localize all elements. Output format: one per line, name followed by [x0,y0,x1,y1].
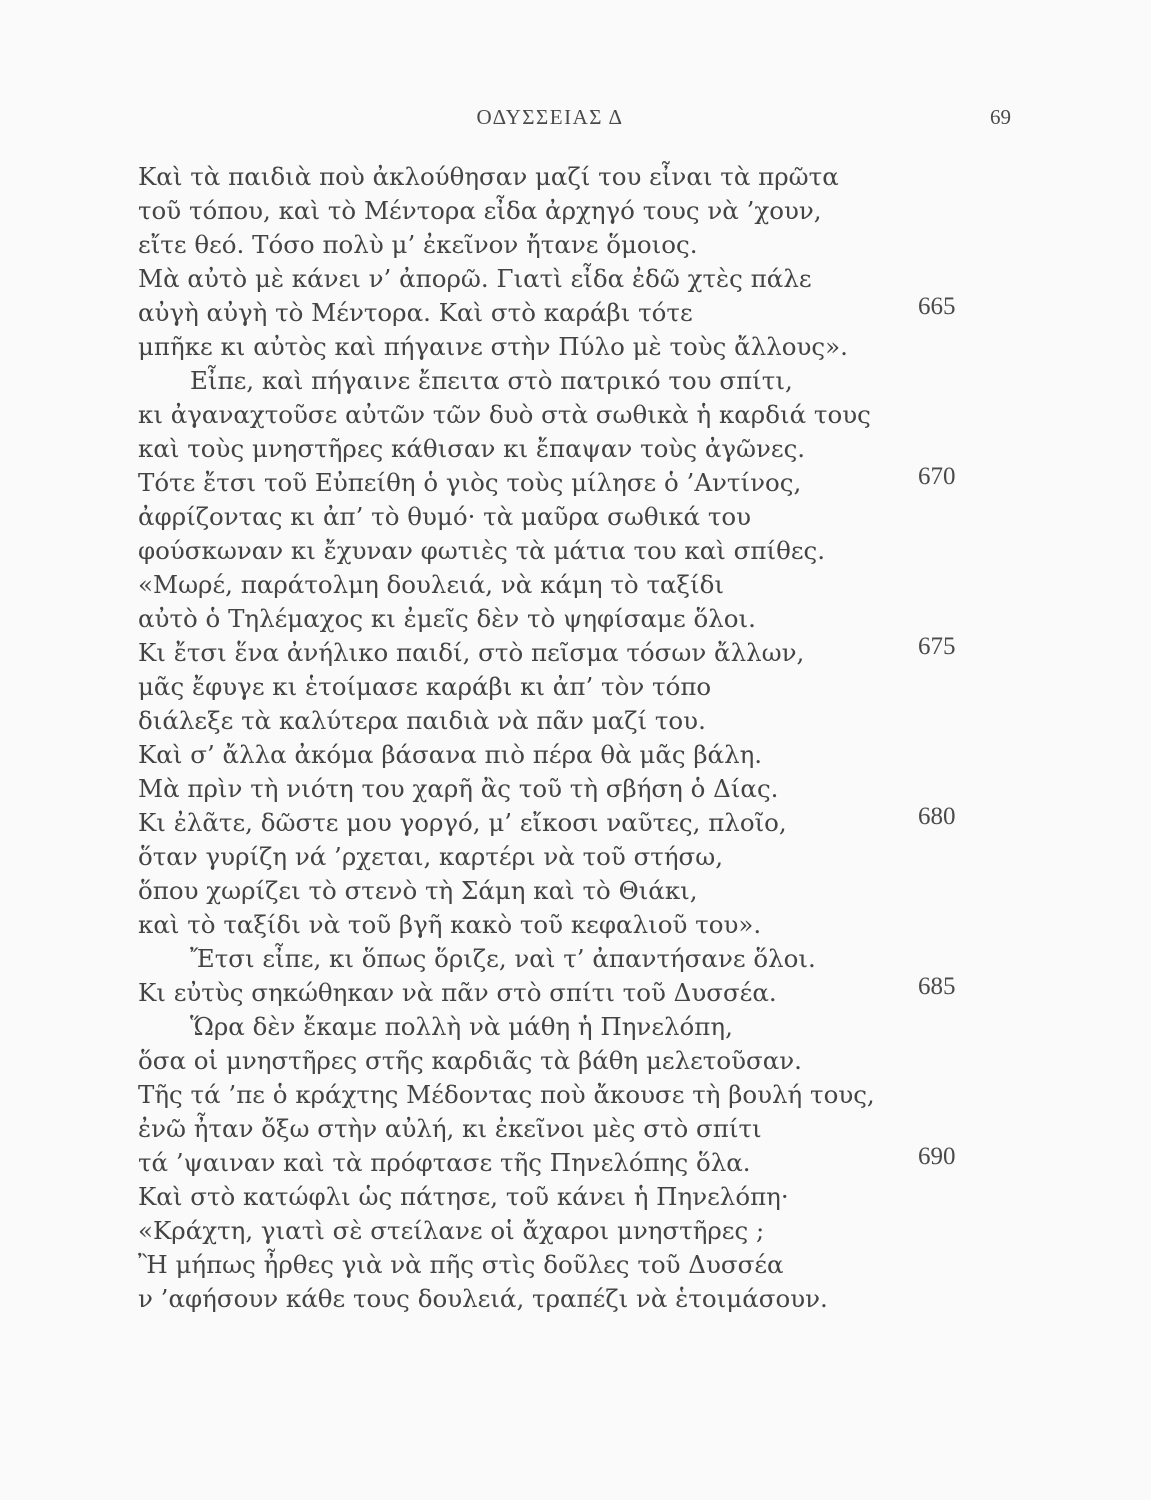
verse-line [0,1214,1151,1248]
verse-text: μπῆκε κι αὐτὸς καὶ πήγαινε στὴν Πύλο μὲ τοὺς ἄλλους». [138,332,848,361]
verse-line [0,500,1151,534]
verse-text: Τῆς τά ’πε ὁ κράχτης Μέδοντας ποὺ ἄκουσε τὴ βουλή τους, [138,1080,875,1109]
verse-line [0,194,1151,228]
verse-line [0,1143,1151,1180]
verse-text: κι ἀγαναχτοῦσε αὐτῶν τῶν δυὸ στὰ σωθικὰ ἡ καρδιά τους [138,400,871,429]
verse-text: εἴτε θεό. Τόσο πολὺ μ’ ἐκεῖνον ἤτανε ὅμοιος. [138,230,698,259]
verse-line [0,330,1151,364]
verse-text: ὅσα οἱ μνηστῆρες στῆς καρδιᾶς τὰ βάθη μελετοῦσαν. [138,1046,802,1075]
verse-text: Καὶ σ’ ἄλλα ἀκόμα βάσανα πιὸ πέρα θὰ μᾶς βάλη. [138,740,763,769]
verse-line [0,602,1151,636]
verse-line [0,364,1151,398]
verse-line [0,738,1151,772]
verse-text: καὶ τοὺς μνηστῆρες κάθισαν κι ἔπαψαν τοὺς ἀγῶνες. [138,434,806,463]
verse-line [0,704,1151,738]
verse-text: Κι εὐτὺς σηκώθηκαν νὰ πᾶν στὸ σπίτι τοῦ Δυσσέα. [138,978,777,1007]
verse-line [0,293,1151,330]
verse-line [0,432,1151,466]
verse-line [0,1078,1151,1112]
verse-line [0,1180,1151,1214]
verse-text: Κι ἔτσι ἕνα ἀνήλικο παιδί, στὸ πεῖσμα τόσων ἄλλων, [138,638,805,667]
verse-line [0,262,1151,296]
verse-text: διάλεξε τὰ καλύτερα παιδιὰ νὰ πᾶν μαζί του. [138,706,706,735]
verse-text: ν ’αφήσουν κάθε τους δουλειά, τραπέζι νὰ ἑτοιμάσουν. [138,1284,828,1313]
verse-line [0,908,1151,942]
verse-text: Ἔτσι εἶπε, κι ὅπως ὅριζε, ναὶ τ’ ἀπαντήσανε ὅλοι. [190,944,816,973]
verse-line [0,1112,1151,1146]
verse-line [0,1044,1151,1078]
running-head [0,105,1151,135]
line-number: 675 [918,633,956,660]
verse-text: Μὰ πρὶν τὴ νιότη του χαρῆ ἂς τοῦ τὴ σβήση ὁ Δίας. [138,774,779,803]
verse-text: ἐνῶ ἦταν ὄξω στὴν αὐλή, κι ἐκεῖνοι μὲς στὸ σπίτι [138,1114,762,1143]
verse-text: Τότε ἔτσι τοῦ Εὐπείθη ὁ γιὸς τοὺς μίλησε ὁ ’Αντίνος, [138,468,802,497]
running-title: ΟΔΥΣΣΕΙΑΣ Δ [476,105,624,129]
line-number: 665 [918,293,956,320]
verse-line [0,228,1151,262]
verse-text: αὐτὸ ὁ Τηλέμαχος κι ἐμεῖς δὲν τὸ ψηφίσαμε ὅλοι. [138,604,756,633]
verse-line [0,534,1151,568]
verse-text: αὐγὴ αὐγὴ τὸ Μέντορα. Καὶ στὸ καράβι τότε [138,298,693,327]
verse-line [0,160,1151,194]
verse-line [0,463,1151,500]
verse-text: Κι ἐλᾶτε, δῶστε μου γοργό, μ’ εἴκοσι ναῦτες, πλοῖο, [138,808,787,837]
verse-text: Καὶ τὰ παιδιὰ ποὺ ἀκλούθησαν μαζί του εἶναι τὰ πρῶτα [138,162,839,191]
verse-text: Εἶπε, καὶ πήγαινε ἔπειτα στὸ πατρικό του σπίτι, [190,366,793,395]
verse-block [0,160,1151,1316]
line-number: 690 [918,1143,956,1170]
verse-text: ὅπου χωρίζει τὸ στενὸ τὴ Σάμη καὶ τὸ Θιάκι, [138,876,698,905]
verse-text: τά ’ψαιναν καὶ τὰ πρόφτασε τῆς Πηνελόπης ὅλα. [138,1148,751,1177]
line-number: 670 [918,463,956,490]
line-number: 680 [918,803,956,830]
verse-line [0,568,1151,602]
verse-text: Ἢ μήπως ἦρθες γιὰ νὰ πῆς στὶς δοῦλες τοῦ Δυσσέα [138,1250,784,1279]
verse-line [0,633,1151,670]
verse-text: Καὶ στὸ κατώφλι ὡς πάτησε, τοῦ κάνει ἡ Πηνελόπη· [138,1182,789,1211]
verse-line [0,1282,1151,1316]
verse-text: καὶ τὸ ταξίδι νὰ τοῦ βγῆ κακὸ τοῦ κεφαλιοῦ του». [138,910,762,939]
verse-text: τοῦ τόπου, καὶ τὸ Μέντορα εἶδα ἀρχηγό τους νὰ ’χουν, [138,196,822,225]
verse-text: μᾶς ἔφυγε κι ἑτοίμασε καράβι κι ἀπ’ τὸν τόπο [138,672,712,701]
verse-line [0,772,1151,806]
verse-line [0,1010,1151,1044]
verse-line [0,840,1151,874]
verse-line [0,874,1151,908]
verse-text: Ὥρα δὲν ἔκαμε πολλὴ νὰ μάθη ἡ Πηνελόπη, [190,1012,733,1041]
verse-text: Μὰ αὐτὸ μὲ κάνει ν’ ἀπορῶ. Γιατὶ εἶδα ἐδῶ χτὲς πάλε [138,264,812,293]
page-number: 69 [990,105,1011,129]
line-number: 685 [918,973,956,1000]
verse-text: «Μωρέ, παράτολμη δουλειά, νὰ κάμη τὸ ταξίδι [138,570,725,599]
verse-line [0,973,1151,1010]
verse-text: ἀφρίζοντας κι ἀπ’ τὸ θυμό· τὰ μαῦρα σωθικά του [138,502,752,531]
verse-line [0,803,1151,840]
verse-text: φούσκωναν κι ἔχυναν φωτιὲς τὰ μάτια του καὶ σπίθες. [138,536,826,565]
verse-line [0,942,1151,976]
verse-line [0,670,1151,704]
verse-text: ὅταν γυρίζη νά ’ρχεται, καρτέρι νὰ τοῦ στήσω, [138,842,724,871]
verse-line [0,1248,1151,1282]
verse-line [0,398,1151,432]
verse-text: «Κράχτη, γιατὶ σὲ στείλανε οἱ ἄχαροι μνηστῆρες ; [138,1216,765,1245]
